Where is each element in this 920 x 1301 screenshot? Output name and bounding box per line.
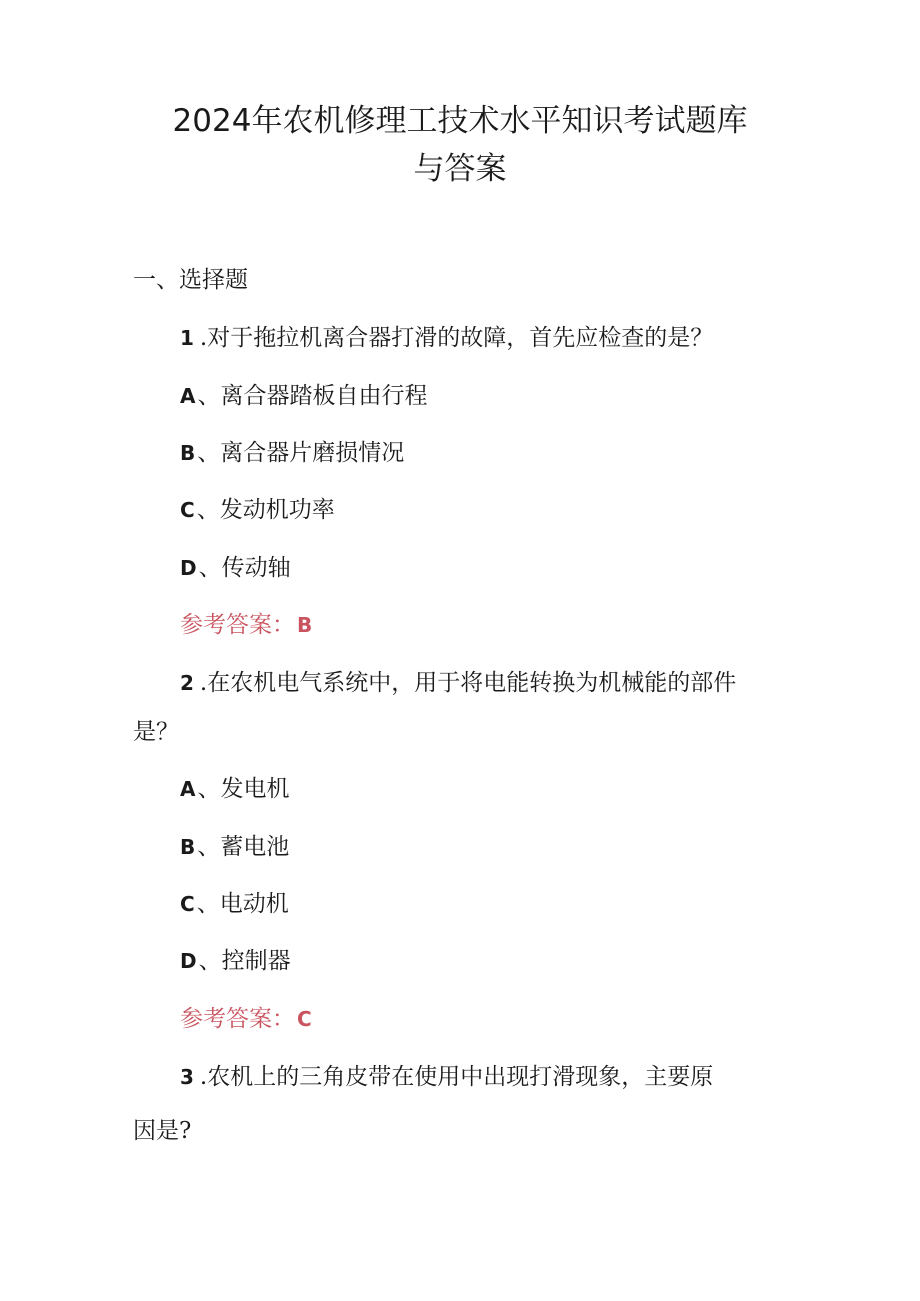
- option-separator: 、: [196, 891, 220, 917]
- option-text: 离合器踏板自由行程: [220, 383, 428, 409]
- question-2-option-c: [180, 888, 289, 920]
- option-letter: B: [180, 835, 196, 859]
- option-text: 离合器片磨损情况: [220, 440, 405, 466]
- option-text: 控制器: [221, 948, 291, 974]
- question-1: [180, 322, 713, 354]
- question-text: .在农机电气系统中，用于将电能转换为机械能的部件: [199, 670, 737, 696]
- option-text: 传动轴: [221, 555, 291, 581]
- option-separator: 、: [197, 776, 221, 802]
- answer-value: B: [297, 613, 313, 637]
- option-text: 蓄电池: [220, 834, 290, 860]
- question-1-answer: [180, 609, 312, 641]
- question-2-option-a: [180, 773, 289, 805]
- option-letter: D: [180, 556, 197, 580]
- question-text: .农机上的三角皮带在使用中出现打滑现象，主要原: [199, 1064, 714, 1090]
- option-letter: A: [180, 384, 196, 408]
- answer-label: 参考答案：: [180, 612, 295, 638]
- answer-value: C: [297, 1007, 312, 1031]
- option-letter: C: [180, 498, 195, 522]
- option-letter: A: [180, 777, 196, 801]
- option-text: 发电机: [220, 776, 290, 802]
- question-2-option-b: [180, 831, 289, 863]
- option-letter: B: [180, 441, 196, 465]
- question-1-option-c: [180, 494, 335, 526]
- question-text: .对于拖拉机离合器打滑的故障，首先应检查的是？: [199, 325, 714, 351]
- section-heading: 一、选择题: [133, 267, 248, 293]
- option-separator: 、: [196, 497, 220, 523]
- question-2-option-d: [180, 945, 291, 977]
- question-number: 3: [180, 1065, 194, 1089]
- question-1-option-d: [180, 552, 291, 584]
- question-2-answer: [180, 1003, 312, 1035]
- option-letter: C: [180, 892, 195, 916]
- question-number: 2: [180, 671, 194, 695]
- document-title-line-1: 2024年农机修理工技术水平知识考试题库: [172, 103, 748, 139]
- question-1-option-a: [180, 380, 427, 412]
- option-separator: 、: [198, 555, 222, 581]
- question-2-continuation: 是？: [133, 719, 179, 745]
- option-text: 电动机: [219, 891, 289, 917]
- question-number: 1: [180, 326, 194, 350]
- document-title-line-2: 与答案: [413, 151, 507, 187]
- option-separator: 、: [197, 383, 221, 409]
- option-letter: D: [180, 949, 197, 973]
- question-3: [180, 1061, 713, 1093]
- question-1-option-b: [180, 437, 404, 469]
- answer-label: 参考答案：: [180, 1006, 295, 1032]
- question-2: [180, 667, 736, 699]
- question-3-continuation: 因是?: [133, 1118, 192, 1144]
- option-separator: 、: [197, 834, 221, 860]
- option-separator: 、: [197, 440, 221, 466]
- option-separator: 、: [198, 948, 222, 974]
- option-text: 发动机功率: [219, 497, 335, 523]
